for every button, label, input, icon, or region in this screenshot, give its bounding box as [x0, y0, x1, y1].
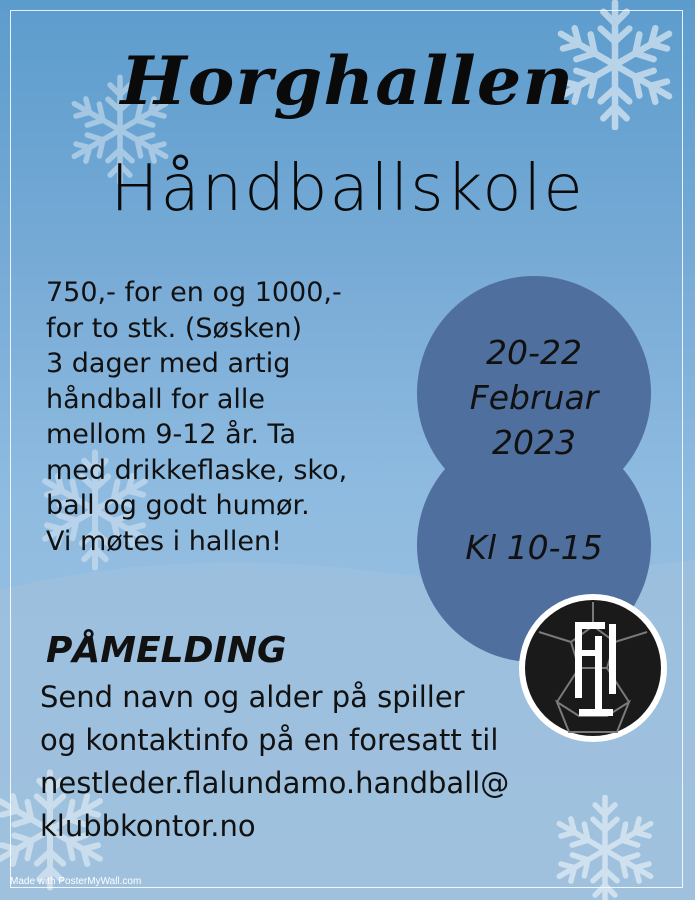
signup-title: PÅMELDING — [46, 630, 287, 671]
description-line: med drikkeflaske, sko, — [46, 454, 348, 486]
description-line: Vi møtes i hallen! — [46, 525, 282, 557]
event-date — [417, 330, 651, 465]
description — [46, 275, 406, 559]
date-year: 2023 — [492, 423, 576, 462]
description-line: mellom 9-12 år. Ta — [46, 419, 297, 450]
title-main: Horghallen — [120, 42, 575, 120]
description-line: håndball for alle — [46, 383, 266, 415]
signup-email-line: nestleder.flalundamo.handball@ — [40, 766, 510, 800]
date-day-range: 20-22 — [486, 333, 582, 372]
description-line: ball og godt humør. — [46, 490, 310, 521]
description-line: 3 dager med artig — [46, 348, 291, 379]
signup-text — [40, 676, 509, 848]
description-line: for to stk. (Søsken) — [46, 312, 303, 344]
club-handball-logo-icon — [517, 592, 669, 744]
date-month: Februar — [469, 378, 599, 417]
watermark: Made with PosterMyWall.com — [10, 876, 142, 887]
signup-email-line: klubbkontor.no — [40, 809, 256, 843]
description-line: 750,- for en og 1000,- — [46, 277, 342, 308]
signup-line: Send navn og alder på spiller — [40, 680, 465, 714]
event-time: Kl 10-15 — [465, 528, 603, 567]
title-sub: Håndballskole — [110, 152, 585, 226]
signup-line: og kontaktinfo på en foresatt til — [40, 723, 499, 757]
